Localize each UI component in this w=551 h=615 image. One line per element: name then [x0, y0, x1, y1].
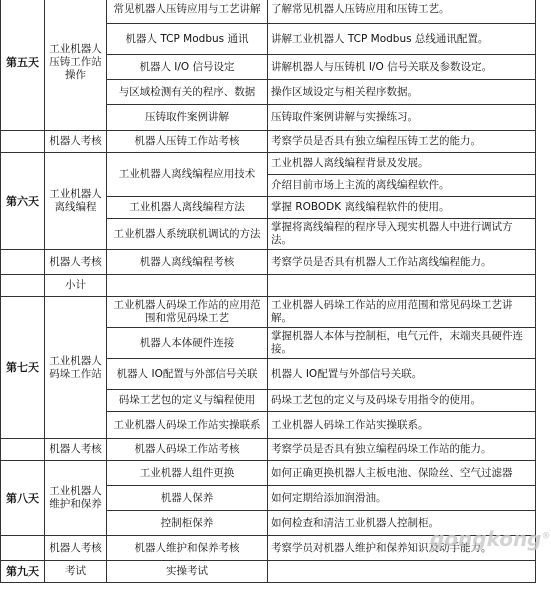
desc-cell: 掌握 ROBODK 离线编程软件的使用。 [268, 197, 536, 219]
topic-cell: 工业机器人离线编程方法 [107, 197, 268, 219]
desc-cell: 考察学员是否具有机器人工作站离线编程能力。 [268, 250, 536, 275]
topic-cell: 控制柜保养 [107, 511, 268, 536]
day-cell: 第五天 [1, 0, 45, 131]
desc-cell-empty [268, 561, 536, 583]
table-row [1, 153, 536, 175]
day-cell-empty [1, 250, 45, 275]
day-cell: 第八天 [1, 461, 45, 536]
desc-cell: 如何定期给添加润滑油。 [268, 486, 536, 511]
desc-cell: 工业机器人离线编程背景及发展。 [268, 153, 536, 175]
topic-cell: 机器人本体硬件连接 [107, 328, 268, 359]
desc-cell: 掌握机器人本体与控制柜，电气元件，末端夹具硬件连接。 [268, 328, 536, 359]
topic-cell: 工业机器人离线编程应用技术 [107, 153, 268, 197]
topic-cell: 机器人码垛工作站考核 [107, 439, 268, 461]
module-cell: 考试 [45, 561, 107, 583]
desc-cell: 考察学员对机器人维护和保养知识及动手能力。 [268, 536, 536, 561]
topic-cell: 机器人压铸工作站考核 [107, 131, 268, 153]
module-cell: 工业机器人压铸工作站操作 [45, 0, 107, 131]
desc-cell: 掌握将离线编程的程序导入现实机器人中进行调试方法。 [268, 219, 536, 250]
table-row [1, 297, 536, 328]
table-row [1, 461, 536, 486]
day-cell-empty [1, 536, 45, 561]
watermark-logo: gongkong® [430, 527, 551, 551]
module-cell: 机器人考核 [45, 439, 107, 461]
desc-cell: 讲解机器人与压铸机 I/O 信号关联及参数设定。 [268, 55, 536, 80]
topic-cell: 机器人 I/O 信号设定 [107, 55, 268, 80]
topic-cell: 机器人 IO配置与外部信号关联 [107, 359, 268, 390]
module-cell: 机器人考核 [45, 536, 107, 561]
desc-cell: 如何正确更换机器人主板电池、保险丝、空气过滤器 [268, 461, 536, 486]
topic-cell-empty [107, 275, 268, 297]
desc-cell: 工业机器人码垛工作站实操联系。 [268, 412, 536, 439]
subtotal-row [1, 275, 536, 297]
day-cell: 第六天 [1, 153, 45, 250]
topic-cell: 工业机器人码垛工作站的应用范围和常见码垛工艺 [107, 297, 268, 328]
module-cell: 工业机器人维护和保养 [45, 461, 107, 536]
desc-cell: 机器人 IO配置与外部信号关联。 [268, 359, 536, 390]
desc-cell: 工业机器人码垛工作站的应用范围和常见码垛工艺讲解。 [268, 297, 536, 328]
desc-cell-empty [268, 275, 536, 297]
module-cell: 工业机器人码垛工作站 [45, 297, 107, 439]
desc-cell: 码垛工艺包的定义与及码垛专用指令的使用。 [268, 390, 536, 412]
table-row [1, 561, 536, 583]
topic-cell: 工业机器人组件更换 [107, 461, 268, 486]
module-cell: 工业机器人离线编程 [45, 153, 107, 250]
table-row [1, 131, 536, 153]
desc-cell: 压铸取件案例讲解与实操练习。 [268, 105, 536, 131]
module-cell: 机器人考核 [45, 250, 107, 275]
topic-cell: 机器人维护和保养考核 [107, 536, 268, 561]
desc-cell: 了解常见机器人压铸应用和压铸工艺。 [268, 0, 536, 24]
topic-cell: 实操考试 [107, 561, 268, 583]
day-cell: 第七天 [1, 297, 45, 439]
table-row [1, 0, 536, 24]
topic-cell: 工业机器人系统联机调试的方法 [107, 219, 268, 250]
day-cell-empty [1, 131, 45, 153]
desc-cell: 操作区域设定与相关程序数据。 [268, 80, 536, 105]
topic-cell: 工业机器人码垛工作站实操联系 [107, 412, 268, 439]
desc-cell: 介绍目前市场上主流的离线编程软件。 [268, 175, 536, 197]
topic-cell: 机器人保养 [107, 486, 268, 511]
desc-cell: 考察学员是否具有独立编程码垛工作站的能力。 [268, 439, 536, 461]
module-cell: 机器人考核 [45, 131, 107, 153]
table-row [1, 250, 536, 275]
subtotal-label: 小计 [45, 275, 107, 297]
topic-cell: 常见机器人压铸应用与工艺讲解 [107, 0, 268, 24]
day-cell-empty [1, 439, 45, 461]
desc-cell: 讲解工业机器人 TCP Modbus 总线通讯配置。 [268, 24, 536, 55]
desc-cell: 如何检查和清洁工业机器人控制柜。 [268, 511, 536, 536]
desc-cell: 考察学员是否具有独立编程压铸工艺的能力。 [268, 131, 536, 153]
topic-cell: 压铸取件案例讲解 [107, 105, 268, 131]
day-cell: 第九天 [1, 561, 45, 583]
topic-cell: 与区域检测有关的程序、数据 [107, 80, 268, 105]
day-cell-empty [1, 275, 45, 297]
topic-cell: 机器人离线编程考核 [107, 250, 268, 275]
topic-cell: 机器人 TCP Modbus 通讯 [107, 24, 268, 55]
table-row [1, 439, 536, 461]
topic-cell: 码垛工艺包的定义与编程使用 [107, 390, 268, 412]
